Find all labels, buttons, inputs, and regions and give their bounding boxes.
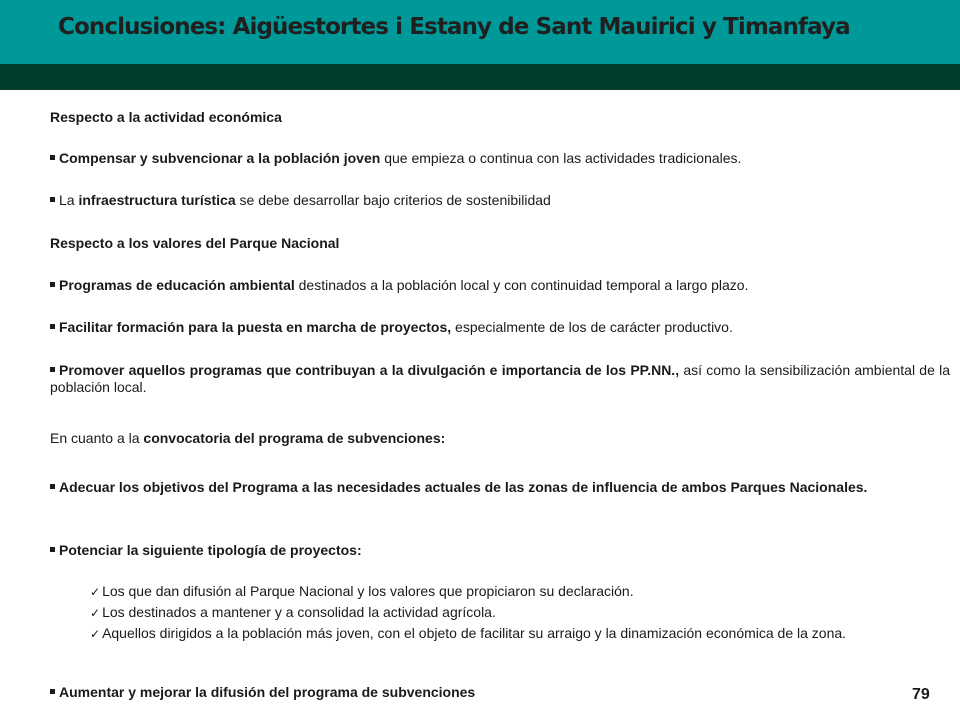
bullet-text: destinados a la población local y con continuidad temporal a largo plazo. [294,277,749,293]
bullet-facilitar [50,319,733,336]
bullet-programas [50,277,749,294]
bullet-bold-text: Programas de educación ambiental [59,277,295,293]
bullet-compensar [50,150,741,167]
square-bullet-icon [50,484,55,489]
square-bullet-icon [50,689,55,694]
values-heading-text: Respecto a los valores del Parque Nacional [50,235,340,251]
square-bullet-icon [50,197,55,202]
bullet-bold-text: Compensar y subvencionar a la población joven [59,150,381,166]
bullet-text: especialmente de los de carácter productivo. [451,319,733,335]
check-item-agricola [90,604,910,622]
check-item-text: Aquellos dirigidos a la población más joven, con el objeto de facilitar su arraigo y la dinamización económica de la zona. [102,625,847,641]
square-bullet-icon [50,155,55,160]
square-bullet-icon [50,324,55,329]
bullet-bold-text: Potenciar la siguiente tipología de proyectos: [59,542,362,558]
square-bullet-icon [50,282,55,287]
check-item-joven [90,624,898,643]
slide-title: Conclusiones: Aigüestortes i Estany de Sant Mauirici y Timanfaya [58,14,850,40]
check-item-text: Los destinados a mantener y a consolidad la actividad agrícola. [102,604,496,620]
checkmark-icon: ✓ [90,606,101,620]
bullet-bold-text: Aumentar y mejorar la difusión del programa de subvenciones [59,684,476,700]
checkmark-icon: ✓ [90,627,101,641]
square-bullet-icon [50,547,55,552]
checkmark-icon: ✓ [90,585,101,599]
bullet-text: La [59,192,79,208]
header-band [0,64,960,90]
bullet-text: así como la sensibilización ambiental de la población local. [50,362,951,395]
bullet-bold-text: infraestructura turística [78,192,236,208]
economic-heading [50,109,282,126]
bullet-infraestructura [50,192,551,209]
bullet-promover [50,362,950,396]
bullet-aumentar [50,684,475,701]
bullet-bold-text: Facilitar formación para la puesta en marcha de proyectos, [59,319,452,335]
convocatoria-bold-text: convocatoria del programa de subvenciones: [143,430,446,446]
bullet-text: que empieza o continua con las actividades tradicionales. [380,150,742,166]
values-heading [50,235,339,252]
convocatoria-heading [50,430,445,447]
bullet-adecuar [50,477,950,497]
page-number: 79 [912,686,930,703]
bullet-bold-text: Promover aquellos programas que contribuyan a la divulgación e importancia de los PP.NN., [59,362,680,378]
bullet-potenciar [50,542,362,559]
check-item-text: Los que dan difusión al Parque Nacional y los valores que propiciaron su declaración. [102,583,634,599]
economic-heading-text: Respecto a la actividad económica [50,109,282,125]
convocatoria-prefix: En cuanto a la [50,430,144,446]
square-bullet-icon [50,367,55,372]
check-item-difusion [90,583,910,601]
bullet-text: se debe desarrollar bajo criterios de sostenibilidad [235,192,551,208]
bullet-bold-text: Adecuar los objetivos del Programa a las necesidades actuales de las zonas de influencia de ambos Parques Nacionales. [59,479,868,495]
